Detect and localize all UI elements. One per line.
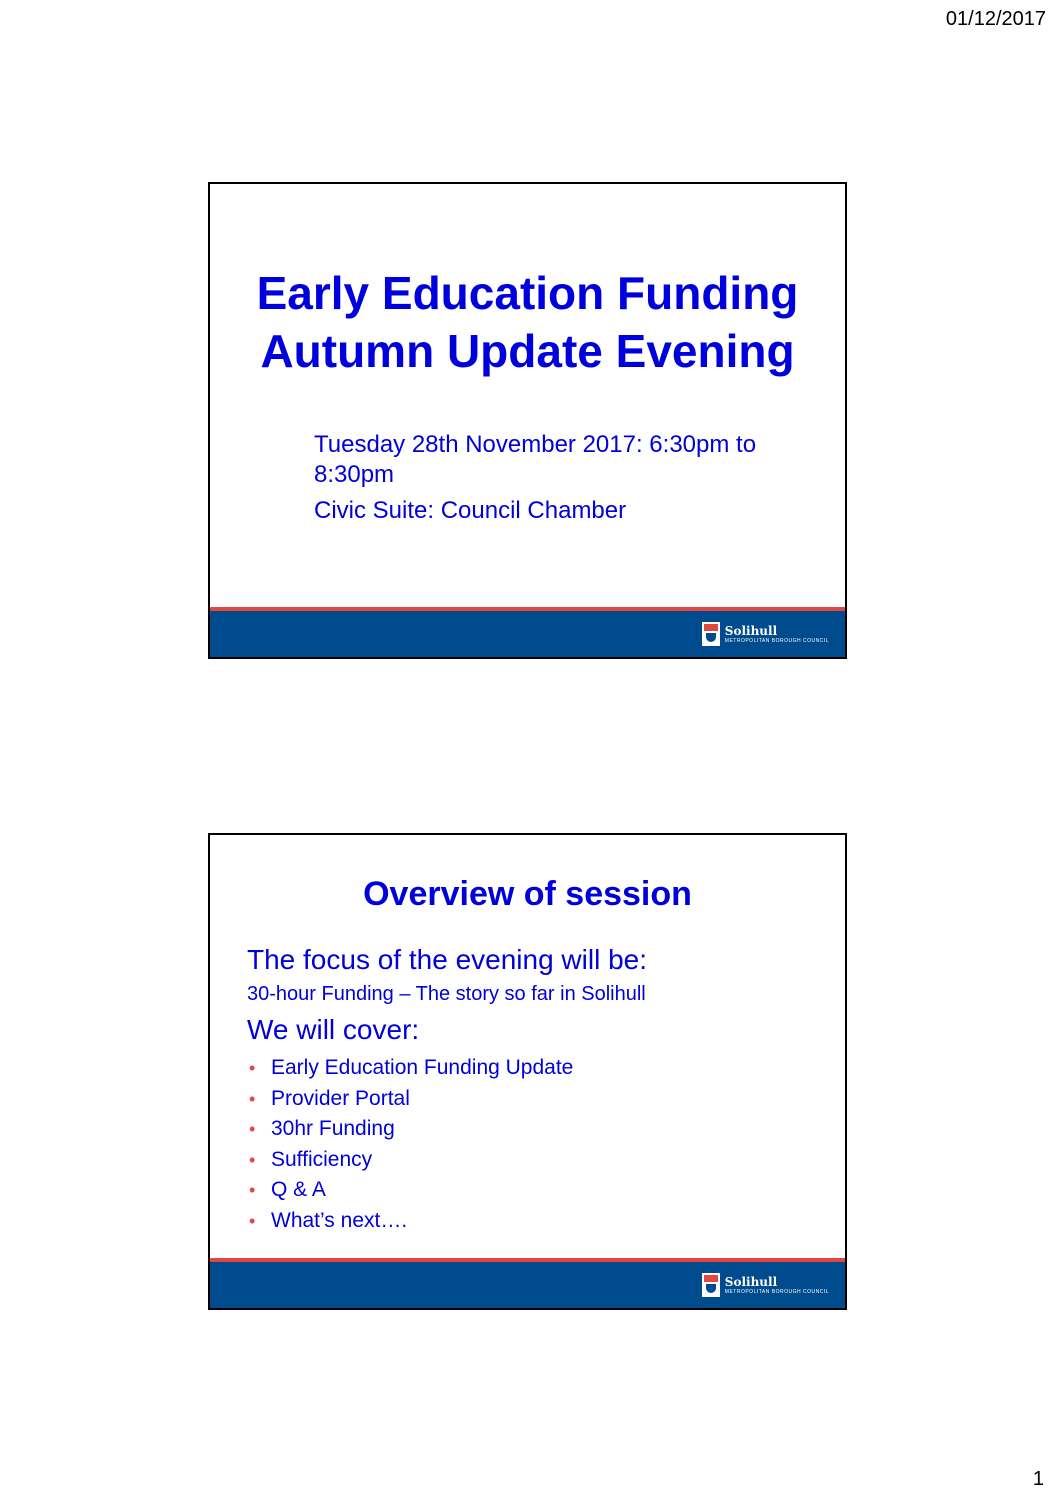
event-venue: Civic Suite: Council Chamber — [314, 497, 627, 524]
logo-name: Solihull — [724, 1274, 778, 1289]
slide-1-subtitle — [314, 430, 774, 526]
slide-title — [208, 182, 847, 659]
focus-heading: The focus of the evening will be: — [247, 944, 648, 975]
focus-text: 30-hour Funding – The story so far in Solihull — [247, 983, 646, 1005]
slide-footer-band — [210, 1258, 845, 1308]
list-item: • What’s next…. — [247, 1206, 825, 1237]
bullet-icon: • — [249, 1180, 256, 1201]
page-date: 01/12/2017 — [945, 8, 1046, 30]
title-line-1: Early Education Funding — [256, 267, 799, 319]
crest-icon — [702, 1273, 720, 1297]
logo-name: Solihull — [724, 623, 778, 638]
bullet-icon: • — [249, 1149, 256, 1170]
bullet-icon: • — [249, 1088, 256, 1109]
logo-subtitle: METROPOLITAN BOROUGH COUNCIL — [724, 637, 829, 644]
slide-overview — [208, 833, 847, 1310]
list-item: • Provider Portal — [247, 1084, 825, 1115]
slide-2-title: Overview of session — [363, 875, 692, 913]
council-logo — [702, 620, 829, 648]
title-line-2: Autumn Update Evening — [260, 325, 795, 377]
list-item: • Q & A — [247, 1175, 825, 1206]
list-item: • Early Education Funding Update — [247, 1053, 825, 1084]
slide-1-title — [210, 264, 845, 380]
page-number: 1 — [1032, 1468, 1044, 1490]
list-item: • 30hr Funding — [247, 1114, 825, 1145]
slide-footer-band — [210, 607, 845, 657]
slide-2-body — [247, 943, 825, 1237]
list-item: • Sufficiency — [247, 1145, 825, 1176]
crest-icon — [702, 622, 720, 646]
bullet-icon: • — [249, 1210, 256, 1231]
bullet-icon: • — [249, 1119, 256, 1140]
bullet-icon: • — [249, 1058, 256, 1078]
council-logo — [702, 1271, 829, 1299]
cover-list — [247, 1053, 825, 1237]
cover-heading: We will cover: — [247, 1014, 420, 1045]
logo-subtitle: METROPOLITAN BOROUGH COUNCIL — [724, 1288, 829, 1295]
event-datetime: Tuesday 28th November 2017: 6:30pm to 8:30pm — [314, 431, 757, 488]
